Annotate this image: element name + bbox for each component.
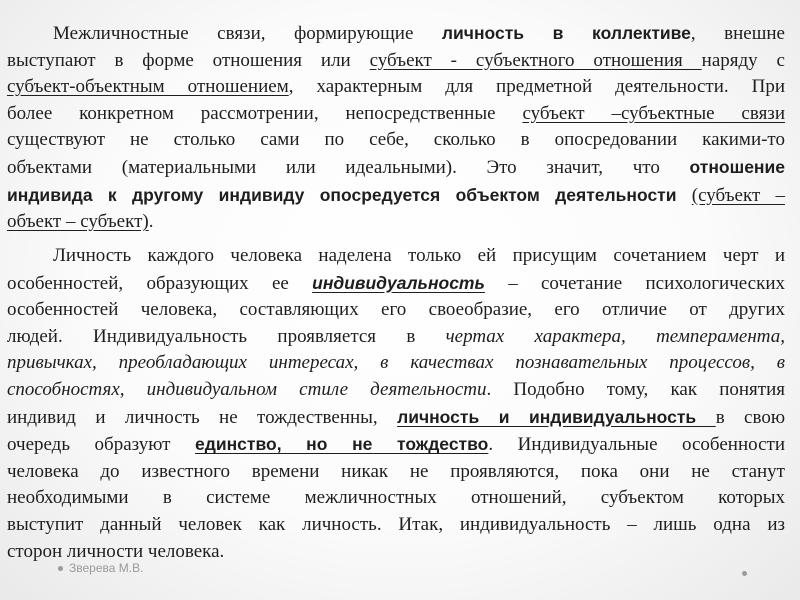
underlined-term: субъект-объектным отношением [7, 76, 289, 98]
text-line [7, 182, 785, 210]
text-line [7, 297, 785, 324]
bullet-dot-icon [58, 566, 63, 571]
text-run: Межличностные связи, формирующие [53, 23, 442, 44]
underlined-term: субъект - субъектного отношения [369, 49, 702, 71]
text-run: . [148, 211, 154, 233]
text-run: . Индивидуальные особенности [488, 434, 785, 456]
text-line [7, 431, 785, 459]
text-run: объектами (материальными или идеальными). Это значит, что [7, 156, 690, 178]
text-line [7, 20, 785, 48]
paragraph-individuality [7, 243, 785, 565]
text-line [7, 377, 785, 404]
text-run: человека до известного времени никак не проявляются, пока они не станут [7, 460, 785, 482]
text-line [7, 127, 785, 154]
paragraph-interpersonal-relations [7, 20, 785, 236]
italic-term: способностях, индивидуальном стиле деятельности [7, 378, 487, 400]
text-run: в свою [715, 406, 786, 428]
text-run: . Подобно тому, как понятия [486, 378, 785, 400]
text-line [7, 459, 785, 486]
text-line [7, 154, 785, 182]
text-line [7, 512, 785, 539]
underlined-term: объект – субъект) [7, 211, 149, 233]
underlined-term: (субъект – [691, 184, 785, 206]
text-run: – сочетание психологических [484, 272, 786, 294]
text-run: наряду с [701, 49, 785, 71]
text-line [7, 101, 785, 128]
text-run: людей. Индивидуальность проявляется в [7, 325, 446, 347]
bold-italic-term: индивидуальность [312, 272, 485, 293]
text-line [7, 324, 785, 351]
text-run: выступают в форме отношения или [7, 49, 370, 71]
text-run: индивид и личность не тождественны, [7, 406, 398, 428]
text-run: более конкретном рассмотрении, непосредственные [7, 102, 523, 124]
bold-term: личность в коллективе [441, 23, 691, 43]
text-line [7, 270, 785, 298]
text-run: особенностей человека, составляющих его своеобразие, его отличие от других [7, 299, 785, 321]
italic-term: привычках, преобладающих интересах, в качествах познавательных процессов, в [7, 352, 785, 374]
bullet-dot-icon [742, 571, 747, 576]
text-run: выступит данный человек как личность. Итак, индивидуальность – лишь одна из [7, 513, 785, 535]
underlined-term: субъект –субъектные связи [522, 102, 785, 124]
text-run: , внешне [690, 23, 785, 44]
text-run: очередь образуют [7, 434, 195, 456]
footer-author [58, 561, 143, 575]
text-run: , характерным для предметной деятельности. При [288, 76, 785, 98]
italic-term: чертах характера, темперамента, [445, 325, 785, 347]
text-line [7, 404, 785, 432]
text-line [7, 485, 785, 512]
text-run: сторон личности человека. [7, 540, 225, 562]
text-run: существуют не столько сами по себе, сколько в опосредовании какими-то [7, 129, 785, 151]
bold-underlined-term: единство, но не тождество [195, 434, 489, 455]
text-line [7, 48, 785, 75]
text-run: необходимыми в системе межличностных отношений, субъектом которых [7, 487, 785, 509]
text-line [7, 209, 785, 236]
text-line [7, 74, 785, 101]
text-run: особенностей, образующих ее [7, 272, 313, 294]
text-run [677, 185, 692, 206]
text-run: Личность каждого человека наделена только ей присущим сочетанием черт и [53, 245, 785, 266]
text-line [7, 243, 785, 270]
text-line [7, 350, 785, 377]
bold-term: отношение [689, 156, 785, 177]
bold-term: индивида к другому индивиду опосредуется объектом деятельности [7, 184, 677, 205]
bold-underlined-term: личность и индивидуальность [397, 406, 716, 427]
author-name: Зверева М.В. [69, 561, 144, 575]
